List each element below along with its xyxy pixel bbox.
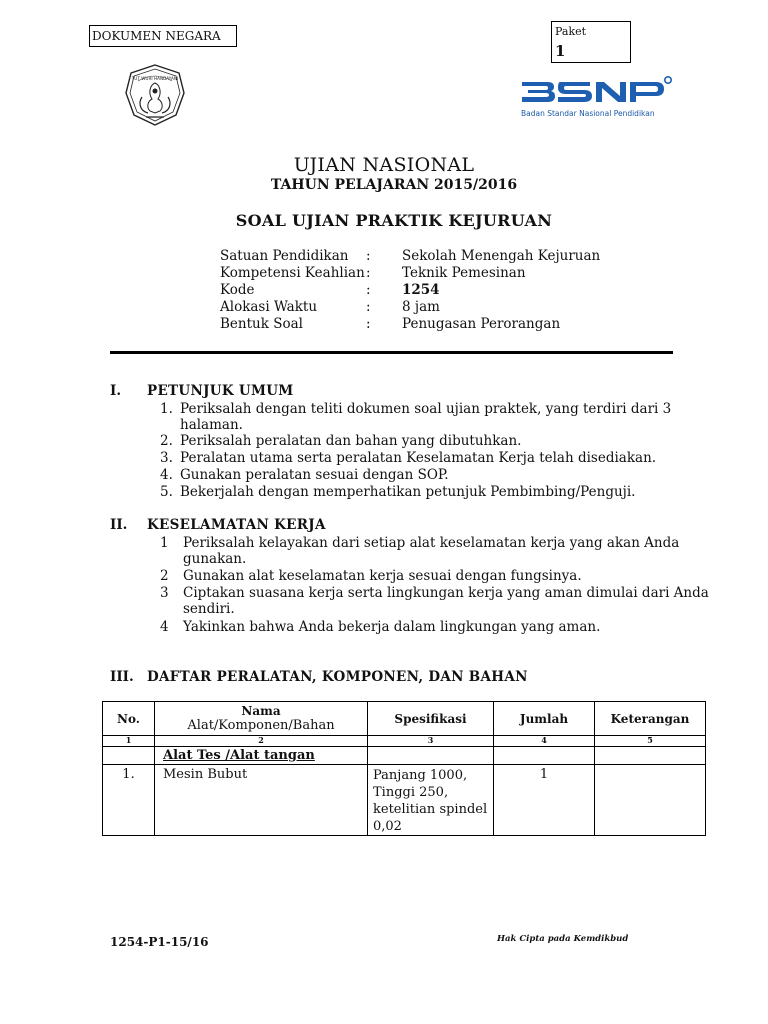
academic-year: TAHUN PELAJARAN 2015/2016	[270, 177, 518, 193]
row-number: 1.	[103, 765, 155, 836]
section-title-petunjuk-umum: PETUNJUK UMUM	[147, 383, 294, 399]
row-name: Mesin Bubut	[155, 765, 368, 836]
table-row	[103, 765, 706, 836]
section-title-keselamatan-kerja: KESELAMATAN KERJA	[147, 517, 326, 533]
info-label: Kompetensi Keahlian	[220, 265, 365, 281]
spec-line: ketelitian spindel	[373, 802, 488, 817]
table-header-row	[103, 702, 706, 736]
paket-number: 1	[555, 42, 566, 60]
row-note	[595, 765, 706, 836]
index-cell: 2	[155, 736, 368, 747]
list-item-text: Ciptakan suasana kerja serta lingkungan kerja yang aman dimulai dari Anda	[183, 585, 709, 601]
info-value: Teknik Pemesinan	[402, 265, 526, 281]
tut-wuri-handayani-emblem-icon	[124, 63, 186, 127]
row-quantity: 1	[494, 765, 595, 836]
list-item-text: Gunakan peralatan sesuai dengan SOP.	[180, 467, 449, 483]
info-label: Bentuk Soal	[220, 316, 303, 332]
list-item-number: 1	[160, 535, 169, 551]
group-cell-empty	[595, 747, 706, 765]
info-value: Sekolah Menengah Kejuruan	[402, 248, 601, 264]
col-header-no: No.	[103, 702, 155, 736]
section-number: II.	[110, 517, 128, 533]
header-divider	[110, 351, 673, 354]
col-header-name	[155, 702, 368, 736]
info-value: 8 jam	[402, 299, 440, 315]
section-number: I.	[110, 383, 122, 399]
info-colon: :	[366, 265, 371, 281]
list-item-text: gunakan.	[183, 551, 247, 567]
spec-line: Panjang 1000,	[373, 768, 468, 783]
index-cell: 3	[368, 736, 494, 747]
group-name: Alat Tes /Alat tangan	[155, 747, 368, 765]
spec-line: 0,02	[373, 819, 402, 834]
col-header-note: Keterangan	[595, 702, 706, 736]
list-item-text: Peralatan utama serta peralatan Keselamatan Kerja telah disediakan.	[180, 450, 657, 466]
col-header-name-line2: Alat/Komponen/Bahan	[187, 718, 335, 733]
index-cell: 5	[595, 736, 706, 747]
index-cell: 1	[103, 736, 155, 747]
list-item-number: 4	[160, 619, 169, 635]
document-classification-label: DOKUMEN NEGARA	[89, 25, 237, 47]
list-item-text: Yakinkan bahwa Anda bekerja dalam lingkungan yang aman.	[183, 619, 601, 635]
info-value: 1254	[402, 282, 440, 298]
section-title-daftar-peralatan: DAFTAR PERALATAN, KOMPONEN, DAN BAHAN	[147, 669, 528, 685]
info-colon: :	[366, 248, 371, 264]
emblem-motto: TUT WURI HANDAYANI	[131, 76, 179, 81]
list-item-number: 3.	[160, 450, 173, 466]
paket-label: Paket	[555, 25, 587, 38]
equipment-table	[102, 701, 706, 836]
spec-line: Tinggi 250,	[373, 785, 449, 800]
list-item-text: sendiri.	[183, 601, 235, 617]
info-colon: :	[366, 282, 371, 298]
col-header-spec: Spesifikasi	[368, 702, 494, 736]
col-header-qty: Jumlah	[494, 702, 595, 736]
list-item-number: 2	[160, 568, 169, 584]
list-item-text: Periksalah dengan teliti dokumen soal ujian praktek, yang terdiri dari 3	[180, 401, 672, 417]
exam-title: UJIAN NASIONAL	[293, 154, 475, 176]
info-label: Satuan Pendidikan	[220, 248, 349, 264]
table-index-row	[103, 736, 706, 747]
list-item-number: 4.	[160, 467, 173, 483]
list-item-number: 1.	[160, 401, 173, 417]
index-cell: 4	[494, 736, 595, 747]
col-header-name-line1: Nama	[241, 704, 281, 718]
list-item-number: 2.	[160, 433, 173, 449]
list-item-text: Periksalah kelayakan dari setiap alat keselamatan kerja yang akan Anda	[183, 535, 680, 551]
section-number: III.	[110, 669, 134, 685]
group-cell-empty	[103, 747, 155, 765]
group-cell-empty	[494, 747, 595, 765]
info-value: Penugasan Perorangan	[402, 316, 561, 332]
list-item-number: 3	[160, 585, 169, 601]
row-spec	[368, 765, 494, 836]
list-item-text: Gunakan alat keselamatan kerja sesuai dengan fungsinya.	[183, 568, 582, 584]
group-cell-empty	[368, 747, 494, 765]
list-item-number: 5.	[160, 484, 173, 500]
list-item-text: Bekerjalah dengan memperhatikan petunjuk Pembimbing/Penguji.	[180, 484, 636, 500]
footer-document-code: 1254-P1-15/16	[110, 935, 209, 949]
bsnp-logo-icon	[518, 72, 676, 112]
footer-copyright: Hak Cipta pada Kemdikbud	[497, 934, 629, 944]
bsnp-subtitle: Badan Standar Nasional Pendidikan	[521, 109, 655, 118]
info-label: Alokasi Waktu	[220, 299, 318, 315]
table-group-row	[103, 747, 706, 765]
list-item-text: halaman.	[180, 417, 243, 433]
info-label: Kode	[220, 282, 255, 298]
paket-box	[551, 21, 631, 63]
info-colon: :	[366, 316, 371, 332]
info-colon: :	[366, 299, 371, 315]
list-item-text: Periksalah peralatan dan bahan yang dibutuhkan.	[180, 433, 522, 449]
exam-subtitle: SOAL UJIAN PRAKTIK KEJURUAN	[235, 211, 553, 230]
